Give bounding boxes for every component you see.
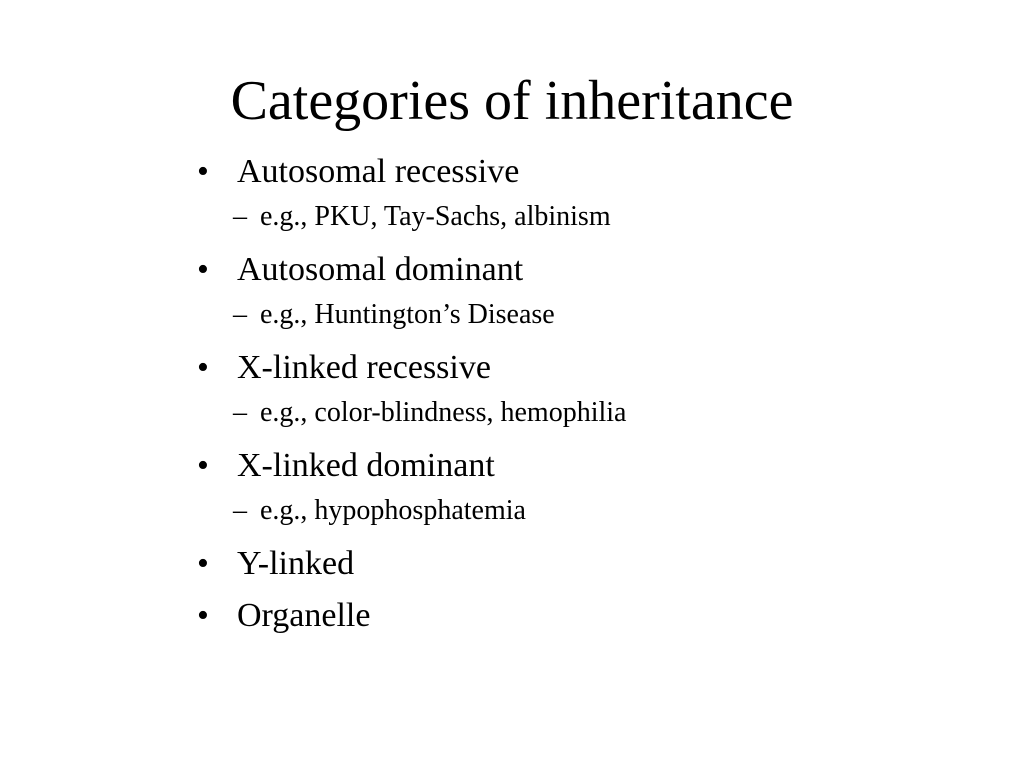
sub-item-autosomal-dominant-examples (215, 292, 977, 338)
sub-item-label: e.g., hypophosphatemia (260, 495, 526, 526)
sub-item-label: e.g., PKU, Tay-Sachs, albinism (260, 201, 611, 232)
bullet-label: Organelle (237, 597, 371, 634)
bullet-glyph: • (197, 597, 209, 634)
bullet-list (197, 150, 977, 638)
bullet-label: Autosomal recessive (237, 153, 520, 190)
sub-item-x-linked-recessive-examples (215, 390, 977, 436)
bullet-glyph: • (197, 153, 209, 190)
sub-item-label: e.g., Huntington’s Disease (260, 299, 555, 330)
sub-item-x-linked-dominant-examples (215, 488, 977, 534)
bullet-item-y-linked (197, 542, 977, 586)
bullet-glyph: • (197, 349, 209, 386)
bullet-label: X-linked recessive (237, 349, 491, 386)
bullet-label: Autosomal dominant (237, 251, 524, 288)
sub-item-label: e.g., color-blindness, hemophilia (260, 397, 627, 428)
bullet-glyph: • (197, 447, 209, 484)
sub-list (197, 390, 977, 436)
bullet-label: Y-linked (237, 545, 355, 582)
slide-title: Categories of inheritance (230, 70, 794, 132)
dash-glyph: – (233, 201, 247, 232)
dash-glyph: – (233, 495, 247, 526)
spacer (197, 586, 977, 594)
dash-glyph: – (233, 397, 247, 428)
bullet-glyph: • (197, 251, 209, 288)
bullet-item-x-linked-dominant (197, 444, 977, 488)
bullet-item-organelle (197, 594, 977, 638)
dash-glyph: – (233, 299, 247, 330)
sub-list (197, 292, 977, 338)
bullet-item-autosomal-dominant (197, 248, 977, 292)
sub-list (197, 194, 977, 240)
sub-item-autosomal-recessive-examples (215, 194, 977, 240)
bullet-label: X-linked dominant (237, 447, 495, 484)
bullet-glyph: • (197, 545, 209, 582)
sub-list (197, 488, 977, 534)
bullet-item-x-linked-recessive (197, 346, 977, 390)
bullet-item-autosomal-recessive (197, 150, 977, 194)
